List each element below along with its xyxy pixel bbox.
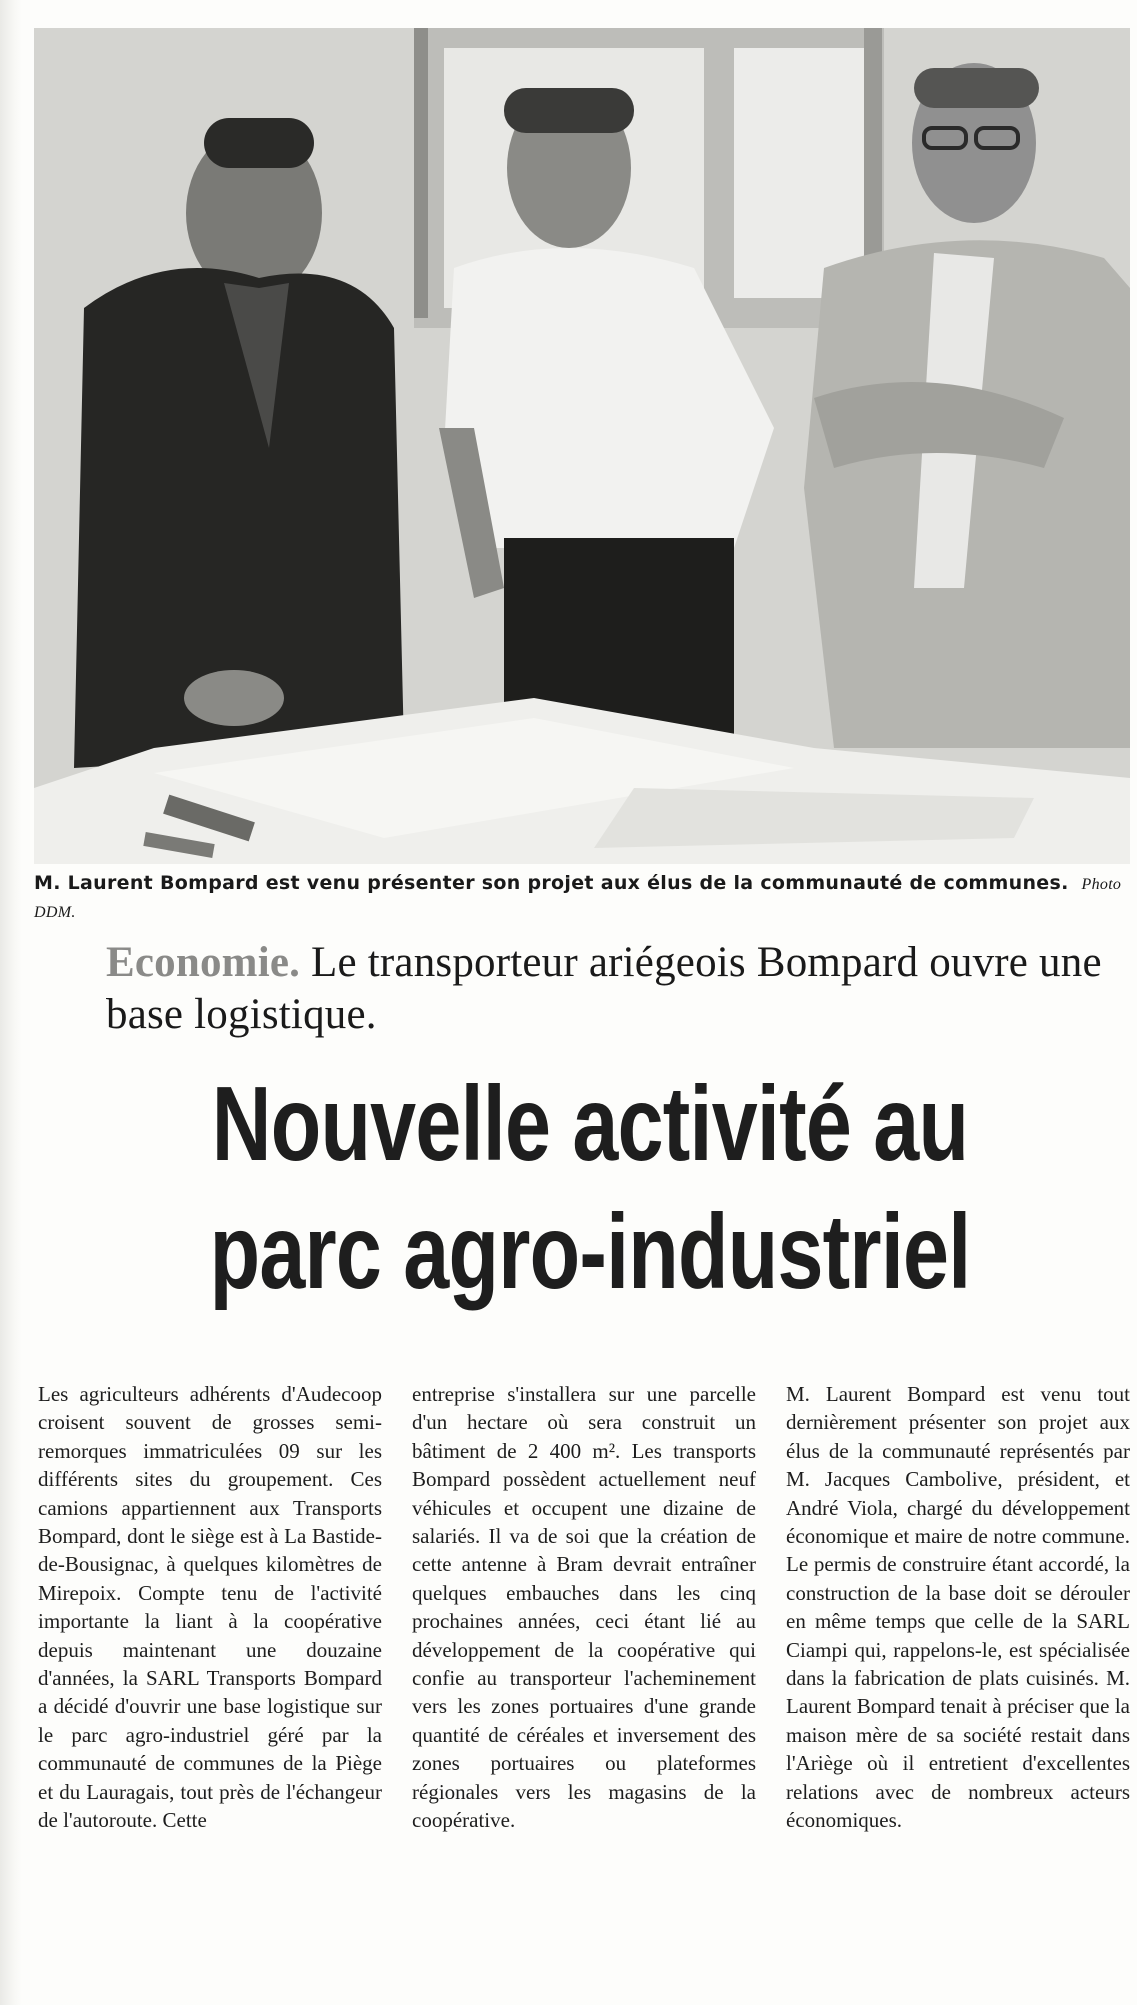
body-column-2: entreprise s'installera sur une parcelle d'un hectare où sera construit un bâtiment de 2 400 m². Les transports Bompard possèdent actuellement neuf véhicules et occupent une dizaine de salariés. Il va de soi que la création de cette antenne à Bram devrait entraîner quelques embauches dans les cinq prochaines années, ceci étant lié au développement de la coopérative qui confie au transporteur l'acheminement vers les zones portuaires d'une grande quantité de céréales et inversement des zones portuaires ou plateformes régionales vers les magasins de la coopérative. xyxy=(412,1382,756,1833)
paper-edge xyxy=(0,0,22,2005)
caption-text: M. Laurent Bompard est venu présenter son projet aux élus de la communauté de communes. xyxy=(34,872,1069,894)
article-headline: Nouvelle activité au parc agro-industriel xyxy=(209,1065,971,1311)
article-photo xyxy=(34,28,1130,864)
article-kicker xyxy=(106,937,1116,1041)
body-column-1: Les agriculteurs adhérents d'Audecoop croisent souvent de grosses semi-remorques immatriculées 09 sur les différents sites du groupement. Ces camions appartiennent aux Transports Bompard, dont le siège est à La Bastide-de-Bousignac, à quelques kilomètres de Mirepoix. Compte tenu de l'activité importante la liant à la coopérative depuis maintenant une douzaine d'années, la SARL Transports Bompard a décidé d'ouvrir une base logistique sur le parc agro-industriel géré par la communauté de communes de la Piège et du Lauragais, tout près de l'échangeur de l'autoroute. Cette xyxy=(38,1382,382,1833)
photo-illustration xyxy=(34,28,1130,864)
photo-caption xyxy=(34,870,1124,926)
article-body xyxy=(38,1380,1130,1990)
section-label: Economie. xyxy=(106,939,301,986)
photo-credit: Photo DDM. xyxy=(34,876,1122,921)
body-column-3: M. Laurent Bompard est venu tout dernièrement présenter son projet aux élus de la communauté représentés par M. Jacques Cambolive, président, et André Viola, chargé du développement économique et maire de notre commune. Le permis de construire étant accordé, la construction de la base doit se dérouler en même temps que celle de la SARL Ciampi qui, rappelons-le, est spécialisée dans la fabrication de plats cuisinés. M. Laurent Bompard tenait à préciser que la maison mère de sa société restait dans l'Ariège où il entretient d'excellentes relations avec de nombreux acteurs économiques. xyxy=(786,1382,1130,1833)
kicker-text: Le transporteur ariégeois Bompard ouvre une base logistique. xyxy=(106,939,1102,1038)
